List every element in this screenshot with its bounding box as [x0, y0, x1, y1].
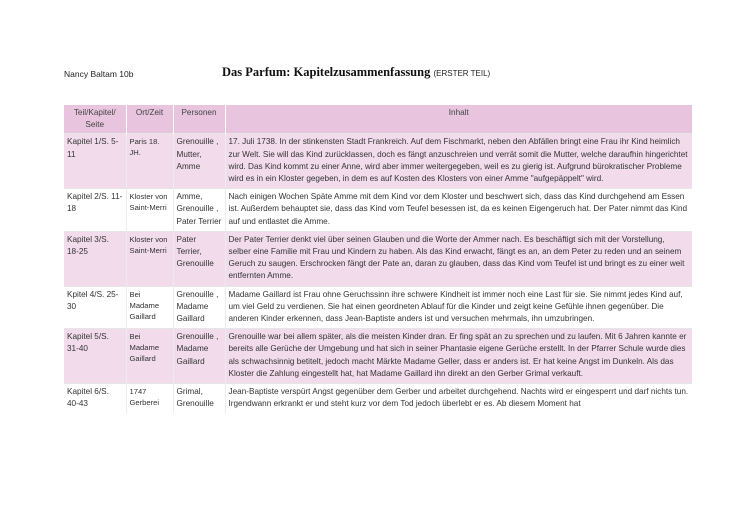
- column-header-ort: Ort/Zeit: [126, 105, 173, 134]
- table-row: [64, 384, 692, 414]
- cell-personen: Grenouille , Madame Gaillard: [173, 329, 225, 384]
- cell-kapitel: Kapitel 1/S. 5-11: [64, 134, 126, 189]
- table-row: [64, 189, 692, 232]
- table-row: [64, 329, 692, 384]
- cell-inhalt: Grenouille war bei allem später, als die meisten Kinder dran. Er fing spät an zu sprechen und zu laufen. Mit 6 Jahren kannte er bereits alle Gerüche der Umgebung und hat sich in seiner Phantasie eigene Gerüche erstellt. In der Pfarrer Schule wurde dies als schwachsinnig betitelt, jedoch macht Märkte Madame Geller, dass er anders ist. Er hat keine Angst im Dunkeln. Als das Kloster die Zahlung eingestellt hat, hat Madame Gaillard ihn direkt an den Gerber Grimal verkauft.: [225, 329, 692, 384]
- cell-inhalt: Nach einigen Wochen Späte Amme mit dem Kind vor dem Kloster und beschwert sich, dass das Kind durchgehend am Essen ist. Außerdem behauptet sie, dass das Kind vom Teufel besessen ist, da es keinen Eigengeruch hat. Der Pater nimmt das Kind auf und entlastet die Amme.: [225, 189, 692, 232]
- title-text: Das Parfum: Kapitelzusammenfassung: [222, 65, 431, 79]
- table-row: [64, 134, 692, 189]
- title-subtitle: (ERSTER TEIL): [433, 69, 491, 78]
- cell-inhalt: Der Pater Terrier denkt viel über seinen Glauben und die Worte der Ammer nach. Es beschäftigt sich mit der Vorstellung, selber eine Familie mit Frau und Kindern zu haben. Als das Kind erwacht, fängt es an, an dem Peter zu reden und an seinem Geruch zu saugen. Erschrocken fängt der Pate an, daran zu glauben, dass das Kind vom Teufel ist und bringt es zu einer weit entfernten Amme.: [225, 231, 692, 286]
- cell-inhalt: Madame Gaillard ist Frau ohne Geruchssinn ihre schwere Kindheit ist immer noch eine Last für sie. Sie nimmt jedes Kind auf, um viel Geld zu verdienen. Sie hat einen geordneten Ablauf für die Kinder und zeigt keine Gefühle ihnen gegenüber. Die anderen Kinder erkennen, dass Jean-Baptiste anders ist und versuchen mehrmals, ihn umzubringen.: [225, 286, 692, 329]
- cell-inhalt: Jean-Baptiste verspürt Angst gegenüber dem Gerber und arbeitet durchgehend. Nachts wird er eingesperrt und darf nichts tun. Irgendwann erkrankt er und steht kurz vor dem Tod jedoch überlebt er es. Ab diesem Moment hat: [225, 384, 692, 414]
- cell-ort: Bei Madame Gaillard: [126, 329, 173, 384]
- chapter-summary-table: [64, 105, 692, 413]
- cell-personen: Grenouille , Madame Gaillard: [173, 286, 225, 329]
- cell-kapitel: Kapitel 3/S. 18-25: [64, 231, 126, 286]
- cell-personen: Grenouille , Mutter, Amme: [173, 134, 225, 189]
- cell-personen: Pater Terrier, Grenouille: [173, 231, 225, 286]
- column-header-inhalt: Inhalt: [225, 105, 692, 134]
- cell-personen: Grimal, Grenouille: [173, 384, 225, 414]
- cell-ort: Bei Madame Gaillard: [126, 286, 173, 329]
- cell-personen: Amme, Grenouille , Pater Terrier: [173, 189, 225, 232]
- cell-ort: Kloster von Saint-Merri: [126, 231, 173, 286]
- table-row: [64, 286, 692, 329]
- cell-kapitel: Kpitel 4/S. 25-30: [64, 286, 126, 329]
- cell-ort: Paris 18. JH.: [126, 134, 173, 189]
- column-header-kapitel: Teil/Kapitel/ Seite: [64, 105, 126, 134]
- cell-kapitel: Kapitel 6/S. 40-43: [64, 384, 126, 414]
- cell-ort: 1747 Gerberei: [126, 384, 173, 414]
- cell-inhalt: 17. Juli 1738. In der stinkensten Stadt Frankreich. Auf dem Fischmarkt, neben den Abfällen bringt eine Frau ihr Kind heimlich zur Welt. Sie will das Kind zurücklassen, doch es fängt anzuschreien und verrät somit die Mutter, welche daraufhin hingerichtet wird. Das Kind kommt zu einer Anne, wird aber immer weitergegeben, weil es zu gierig ist. Aufgrund bürokratischer Probleme wird es in ein Kloster gegeben, in dem es auf Kosten des Klosters von einer Amme "aufgepäppelt" wird.: [225, 134, 692, 189]
- table-header-row: [64, 105, 692, 134]
- cell-kapitel: Kapitel 5/S. 31-40: [64, 329, 126, 384]
- author-name: Nancy Baltam 10b: [64, 69, 134, 79]
- document-title: [222, 65, 490, 80]
- cell-ort: Kloster von Saint-Merri: [126, 189, 173, 232]
- table-row: [64, 231, 692, 286]
- cell-kapitel: Kapitel 2/S. 11-18: [64, 189, 126, 232]
- column-header-personen: Personen: [173, 105, 225, 134]
